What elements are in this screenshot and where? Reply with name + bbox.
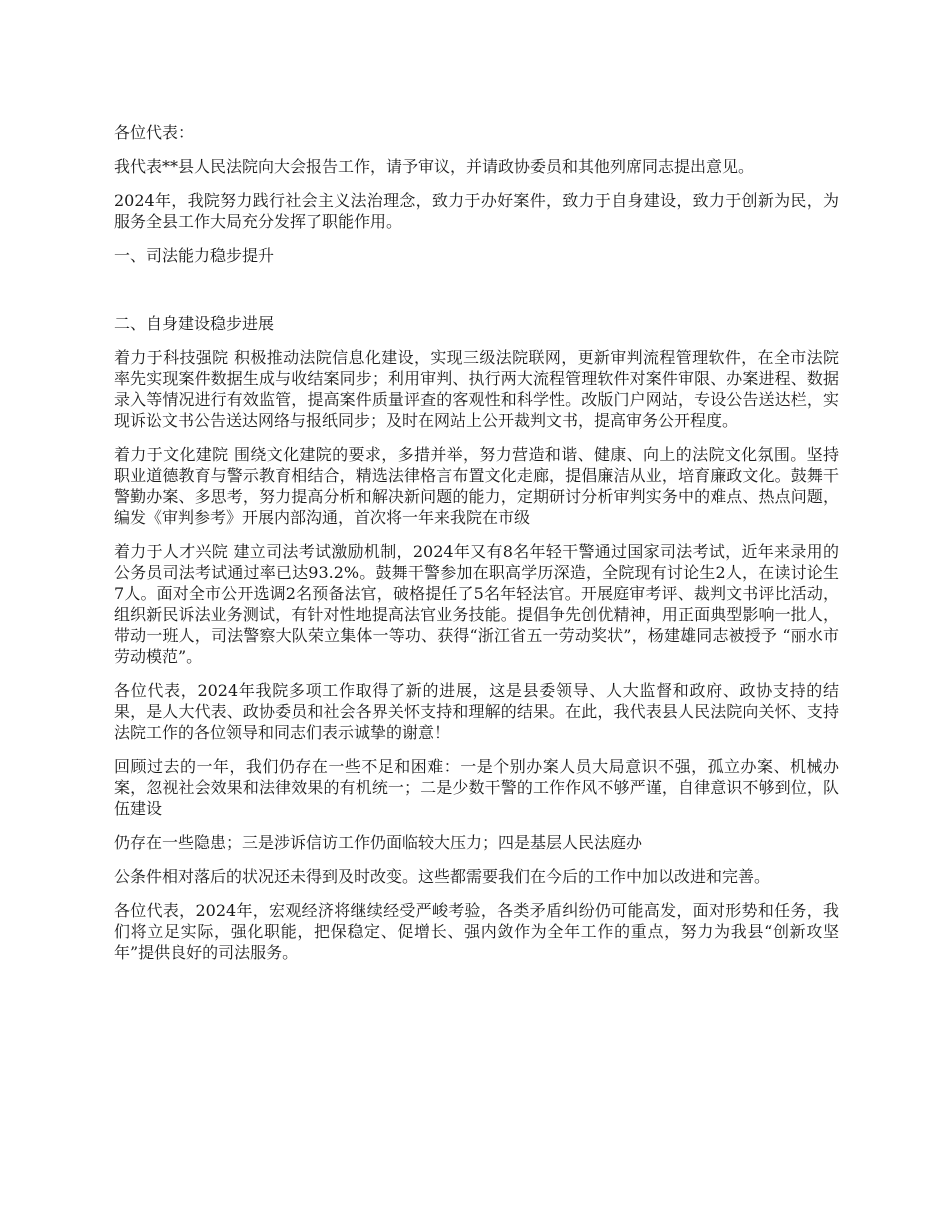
section-heading-1: 一、司法能力稳步提升 (114, 246, 275, 265)
paragraph-review-end: 公条件相对落后的状况还未得到及时改变。这些都需要我们在今后的工作中加以改进和完善。 (114, 867, 771, 886)
section-heading-2: 二、自身建设稳步进展 (114, 314, 275, 333)
paragraph-opening: 我代表**县人民法院向大会报告工作，请予审议，并请政协委员和其他列席同志提出意见。 (114, 157, 755, 176)
paragraph-talent: 着力于人才兴院 建立司法考试激励机制，2024年又有8名年轻干警通过国家司法考试，近年来录用的公务员司法考试通过率已达93.2%。鼓舞干警参加在职高学历深造，全院现有讨论生2人，在读讨论生7人。面对全市公开选调2名预备法官，破格提任了5名年轻法官。开展庭审考评、裁判文书评比活动，组织新民诉法业务测试，有针对性地提高法官业务技能。提倡争先创优精神，用正面典型影响一批人，带动一班人，司法警察大队荣立集体一等功、获得“浙江省五一劳动奖状”，杨建雄同志被授予 “丽水市劳动模范”。 (114, 542, 839, 666)
paragraph-outlook: 各位代表，2024年，宏观经济将继续经受严峻考验，各类矛盾纠纷仍可能高发，面对形势和任务，我们将立足实际，强化职能，把保稳定、促增长、强内敛作为全年工作的重点，努力为我县“创新攻坚年”提供良好的司法服务。 (114, 901, 839, 962)
section-spacer (114, 279, 839, 313)
paragraph-thanks: 各位代表，2024年我院多项工作取得了新的进展，这是县委领导、人大监督和政府、政协支持的结果，是人大代表、政协委员和社会各界关怀支持和理解的结果。在此，我代表县人民法院向关怀、支持法院工作的各位领导和同志们表示诚挚的谢意！ (114, 681, 839, 742)
paragraph-summary: 2024年，我院努力践行社会主义法治理念，致力于办好案件，致力于自身建设，致力于创新为民，为服务全县工作大局充分发挥了职能作用。 (114, 191, 839, 231)
paragraph-review-cont: 仍存在一些隐患；三是涉诉信访工作仍面临较大压力；四是基层人民法庭办 (114, 833, 643, 852)
paragraph-review: 回顾过去的一年，我们仍存在一些不足和困难：一是个别办案人员大局意识不强，孤立办案、机械办案，忽视社会效果和法律效果的有机统一；二是少数干警的工作作风不够严谨，自律意识不够到位，队伍建设 (114, 757, 839, 818)
paragraph-culture: 着力于文化建院 围绕文化建院的要求，多措并举，努力营造和谐、健康、向上的法院文化氛围。坚持职业道德教育与警示教育相结合，精选法律格言布置文化走廊，提倡廉洁从业，培育廉政文化。鼓舞干警勤办案、多思考，努力提高分析和解决新问题的能力，定期研讨分析审判实务中的难点、热点问题，编发《审判参考》开展内部沟通，首次将一年来我院在市级 (114, 445, 839, 527)
document-body (114, 122, 839, 976)
salutation: 各位代表： (114, 123, 195, 142)
paragraph-tech: 着力于科技强院 积极推动法院信息化建设，实现三级法院联网，更新审判流程管理软件，在全市法院率先实现案件数据生成与收结案同步；利用审判、执行两大流程管理软件对案件审限、办案进程、数据录入等情况进行有效监管，提高案件质量评查的客观性和科学性。改版门户网站，专设公告送达栏，实现诉讼文书公告送达网络与报纸同步；及时在网站上公开裁判文书，提高审务公开程度。 (114, 348, 839, 430)
